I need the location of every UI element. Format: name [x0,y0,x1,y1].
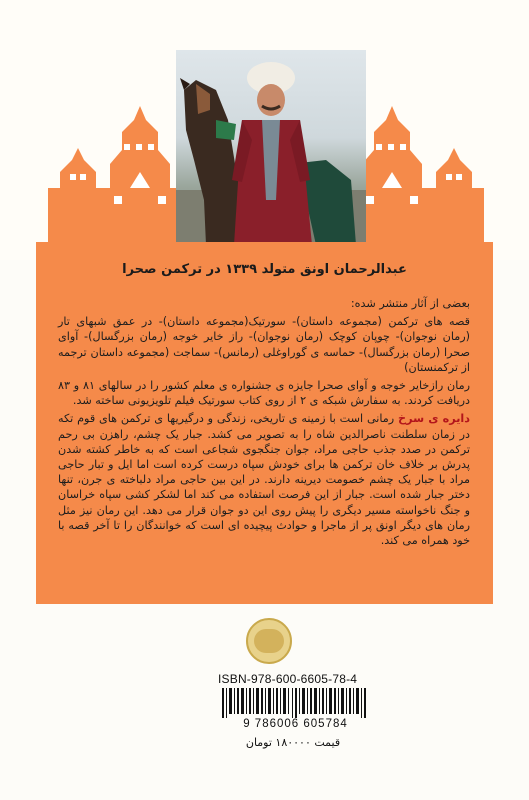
book-title-highlight: دایره ی سرخ [398,412,470,426]
synopsis-text [58,296,470,551]
price-text: قیمت ۱۸۰۰۰۰ تومان [245,736,341,749]
author-photo [176,50,366,245]
author-caption: عبدالرحمان اونق متولد ۱۳۳۹ در ترکمن صحرا [122,262,407,277]
awards-paragraph: رمان رازخایر خوجه و آوای صحرا جایزه ی جشنواره ی معلم کشور را در سالهای ۸۱ و ۸۳ دریافت کردند. به سفارش شبکه ی ۲ از روی کتاب سورتیک فیلم تلویزیونی ساخته شد. [58,379,470,408]
publisher-logo-inner [254,629,284,653]
book-description: رمانی است با زمینه ی تاریخی، زندگی و درگیریها ی ترکمن های قوم تکه در زمان سلطنت ناصرالدین شاه را به تصویر می کشد. جبار یک چشم، راهزن بی رحم ترکمن در صدد جذب حاجی مراد، جوان جنگجوی شجاعی است که به خاطر کشته شدن پدرش بر خلاف خان ترکمن ها برای خودش سپاه درست کرده است اما ایل و تبار حاجی مراد با جبار یک چشم خصومت دیرینه دارند. در این بین حاجی مراد دلباخته ی جرن، تنها دختر جبار شده است. جبار از این فرصت استفاده می کند اما لشکر کشی سپاه خراسان و جنگ ناخواسته مسیر دیگری را پیش روی این دو جوان قرار می دهد. این رمان نیز مثل رمان های دیگر اونق پر از ماجرا و حوادث پیچیده ای است که خوانندگان را تا آخر قصه با خود همراه می کند. [58,412,470,548]
barcode-icon [222,688,367,718]
barcode-number: 9 786006 605784 [243,718,348,730]
description-paragraph [58,411,470,548]
left-side-ornament-icon [48,148,108,248]
isbn-text: ISBN-978-600-6605-78-4 [218,672,358,686]
works-list: قصه های ترکمن (مجموعه داستان)- سورتیک(مجموعه داستان)- در عمق شبهای تار (رمان نوجوان)- چوپان کوچک (رمان نوجوان)- راز خایر خوجه (رمان بزرگسال)- آوای صحرا (رمان بزرگسال)- حماسه ی گوراوغلی (رمانس)- سماجت (مجموعه داستان ترجمه از ترکمنستان) [58,315,470,374]
right-side-ornament-icon [424,148,484,248]
publisher-logo [246,618,292,664]
author-with-horse-icon [176,50,366,245]
left-ornament-icon [100,92,180,252]
works-heading: بعضی از آثار منتشر شده: [350,297,470,310]
